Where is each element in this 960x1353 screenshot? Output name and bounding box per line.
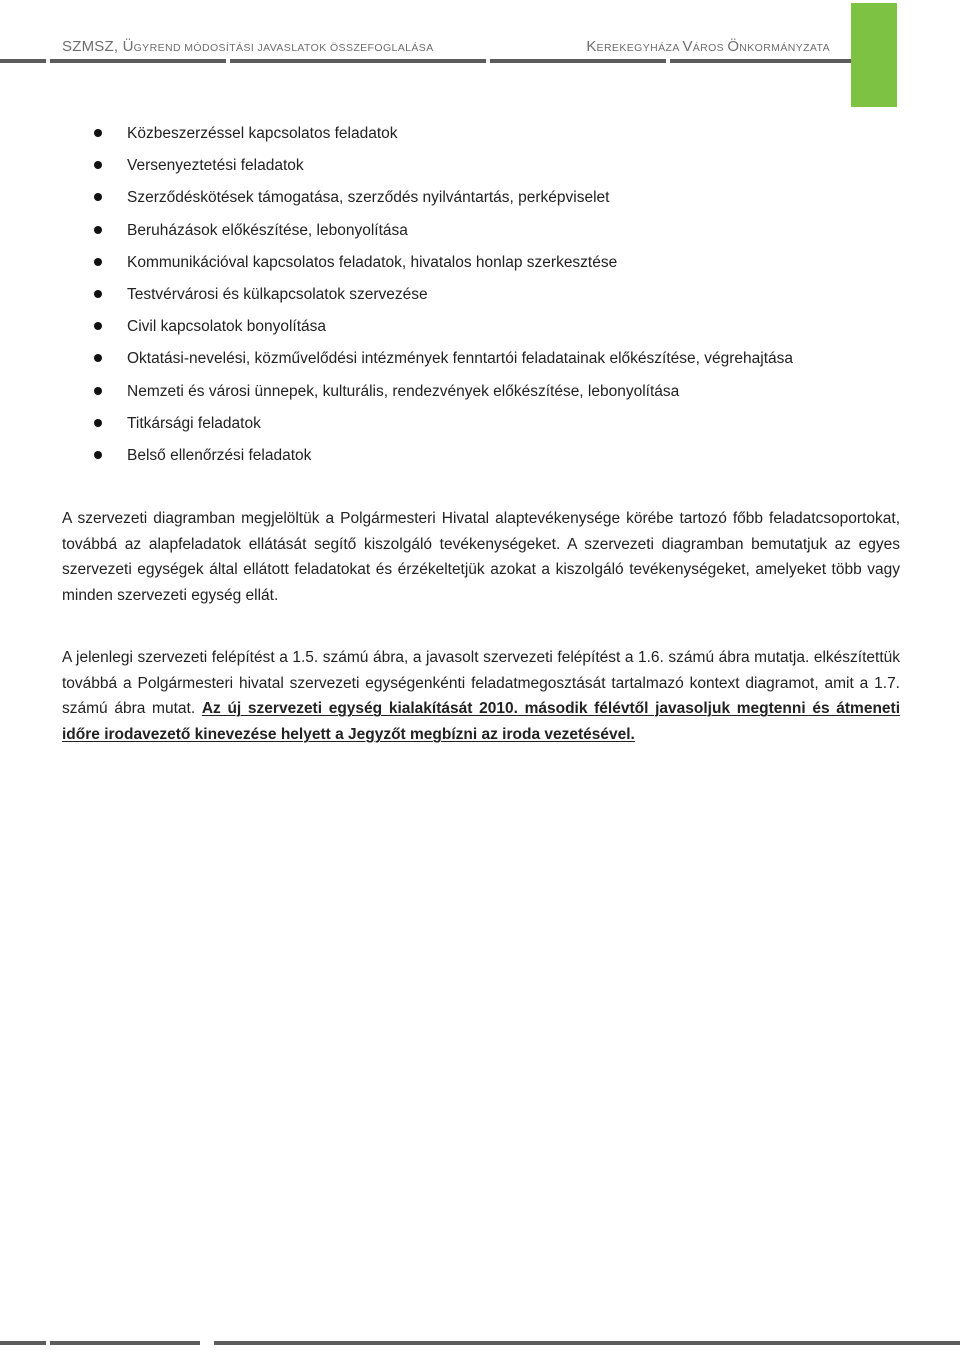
list-item: Versenyeztetési feladatok	[92, 152, 793, 184]
municipality-part2: ÁROS	[692, 42, 728, 54]
list-item: Titkársági feladatok	[92, 410, 793, 442]
municipality-part1: EREKEGYHÁZA	[596, 42, 683, 54]
municipality-v: V	[682, 38, 693, 55]
structure-proposal-text: A jelenlegi szervezeti felépítést a 1.5. számú ábra, a javasolt szervezeti felépítést a 1.6. számú ábra mutatja. elkészítettük továbbá a Polgármesteri hivatal szervezeti egységenkénti feladatmegosztását tartalmazó kontext diagramot, amit a 1.7. számú ábra mutat.	[62, 649, 900, 717]
footer-divider	[0, 1341, 960, 1345]
document-title-main: SZMSZ, Ü	[62, 38, 134, 55]
task-bullet-list	[92, 120, 793, 474]
org-diagram-paragraph: A szervezeti diagramban megjelöltük a Polgármesteri Hivatal alaptevékenysége körébe tartozó főbb feladatcsoportokat, továbbá az alapfeladatok ellátását segítő kiszolgáló tevékenységeket. A szervezeti diagramban bemutatjuk az egyes szervezeti egységek által ellátott feladatokat és érzékeltetjük azokat a kiszolgáló tevékenységeket, amelyeket több vagy minden szervezeti egység ellát.	[62, 510, 900, 604]
municipality-part3: NKORMÁNYZATA	[739, 42, 830, 54]
bullet-dot-icon	[94, 322, 102, 330]
header-divider	[0, 59, 851, 63]
list-item: Közbeszerzéssel kapcsolatos feladatok	[92, 120, 793, 152]
bullet-dot-icon	[94, 354, 102, 362]
municipality-o: Ö	[727, 38, 740, 55]
structure-proposal-paragraph	[62, 645, 900, 747]
list-item: Oktatási-nevelési, közművelődési intézmények fenntartói feladatainak előkészítése, végrehajtása	[92, 345, 793, 377]
list-item: Kommunikációval kapcsolatos feladatok, hivatalos honlap szerkesztése	[92, 249, 793, 281]
list-item: Nemzeti és városi ünnepek, kulturális, rendezvények előkészítése, lebonyolítása	[92, 378, 793, 410]
document-title-sub: GYREND MÓDOSÍTÁSI JAVASLATOK ÖSSZEFOGLALÁSA	[133, 42, 434, 54]
bullet-dot-icon	[94, 387, 102, 395]
bullet-dot-icon	[94, 226, 102, 234]
bullet-dot-icon	[94, 419, 102, 427]
list-item: Civil kapcsolatok bonyolítása	[92, 313, 793, 345]
page-header	[0, 0, 960, 70]
municipality-k: K	[586, 38, 597, 55]
list-item: Beruházások előkészítése, lebonyolítása	[92, 217, 793, 249]
bullet-dot-icon	[94, 290, 102, 298]
structure-proposal-highlight: Az új szervezeti egység kialakítását 2010. második félévtől javasoljuk megtenni és átmeneti időre irodavezető kinevezése helyett a Jegyzőt megbízni az iroda vezetésével.	[62, 700, 901, 743]
bullet-dot-icon	[94, 258, 102, 266]
bullet-dot-icon	[94, 193, 102, 201]
bullet-dot-icon	[94, 161, 102, 169]
document-title	[62, 38, 434, 55]
green-page-tab	[851, 3, 897, 107]
bullet-dot-icon	[94, 451, 102, 459]
municipality-name	[586, 38, 830, 55]
list-item: Belső ellenőrzési feladatok	[92, 442, 793, 474]
list-item: Szerződéskötések támogatása, szerződés nyilvántartás, perképviselet	[92, 184, 793, 216]
list-item: Testvérvárosi és külkapcsolatok szervezése	[92, 281, 793, 313]
bullet-dot-icon	[94, 129, 102, 137]
